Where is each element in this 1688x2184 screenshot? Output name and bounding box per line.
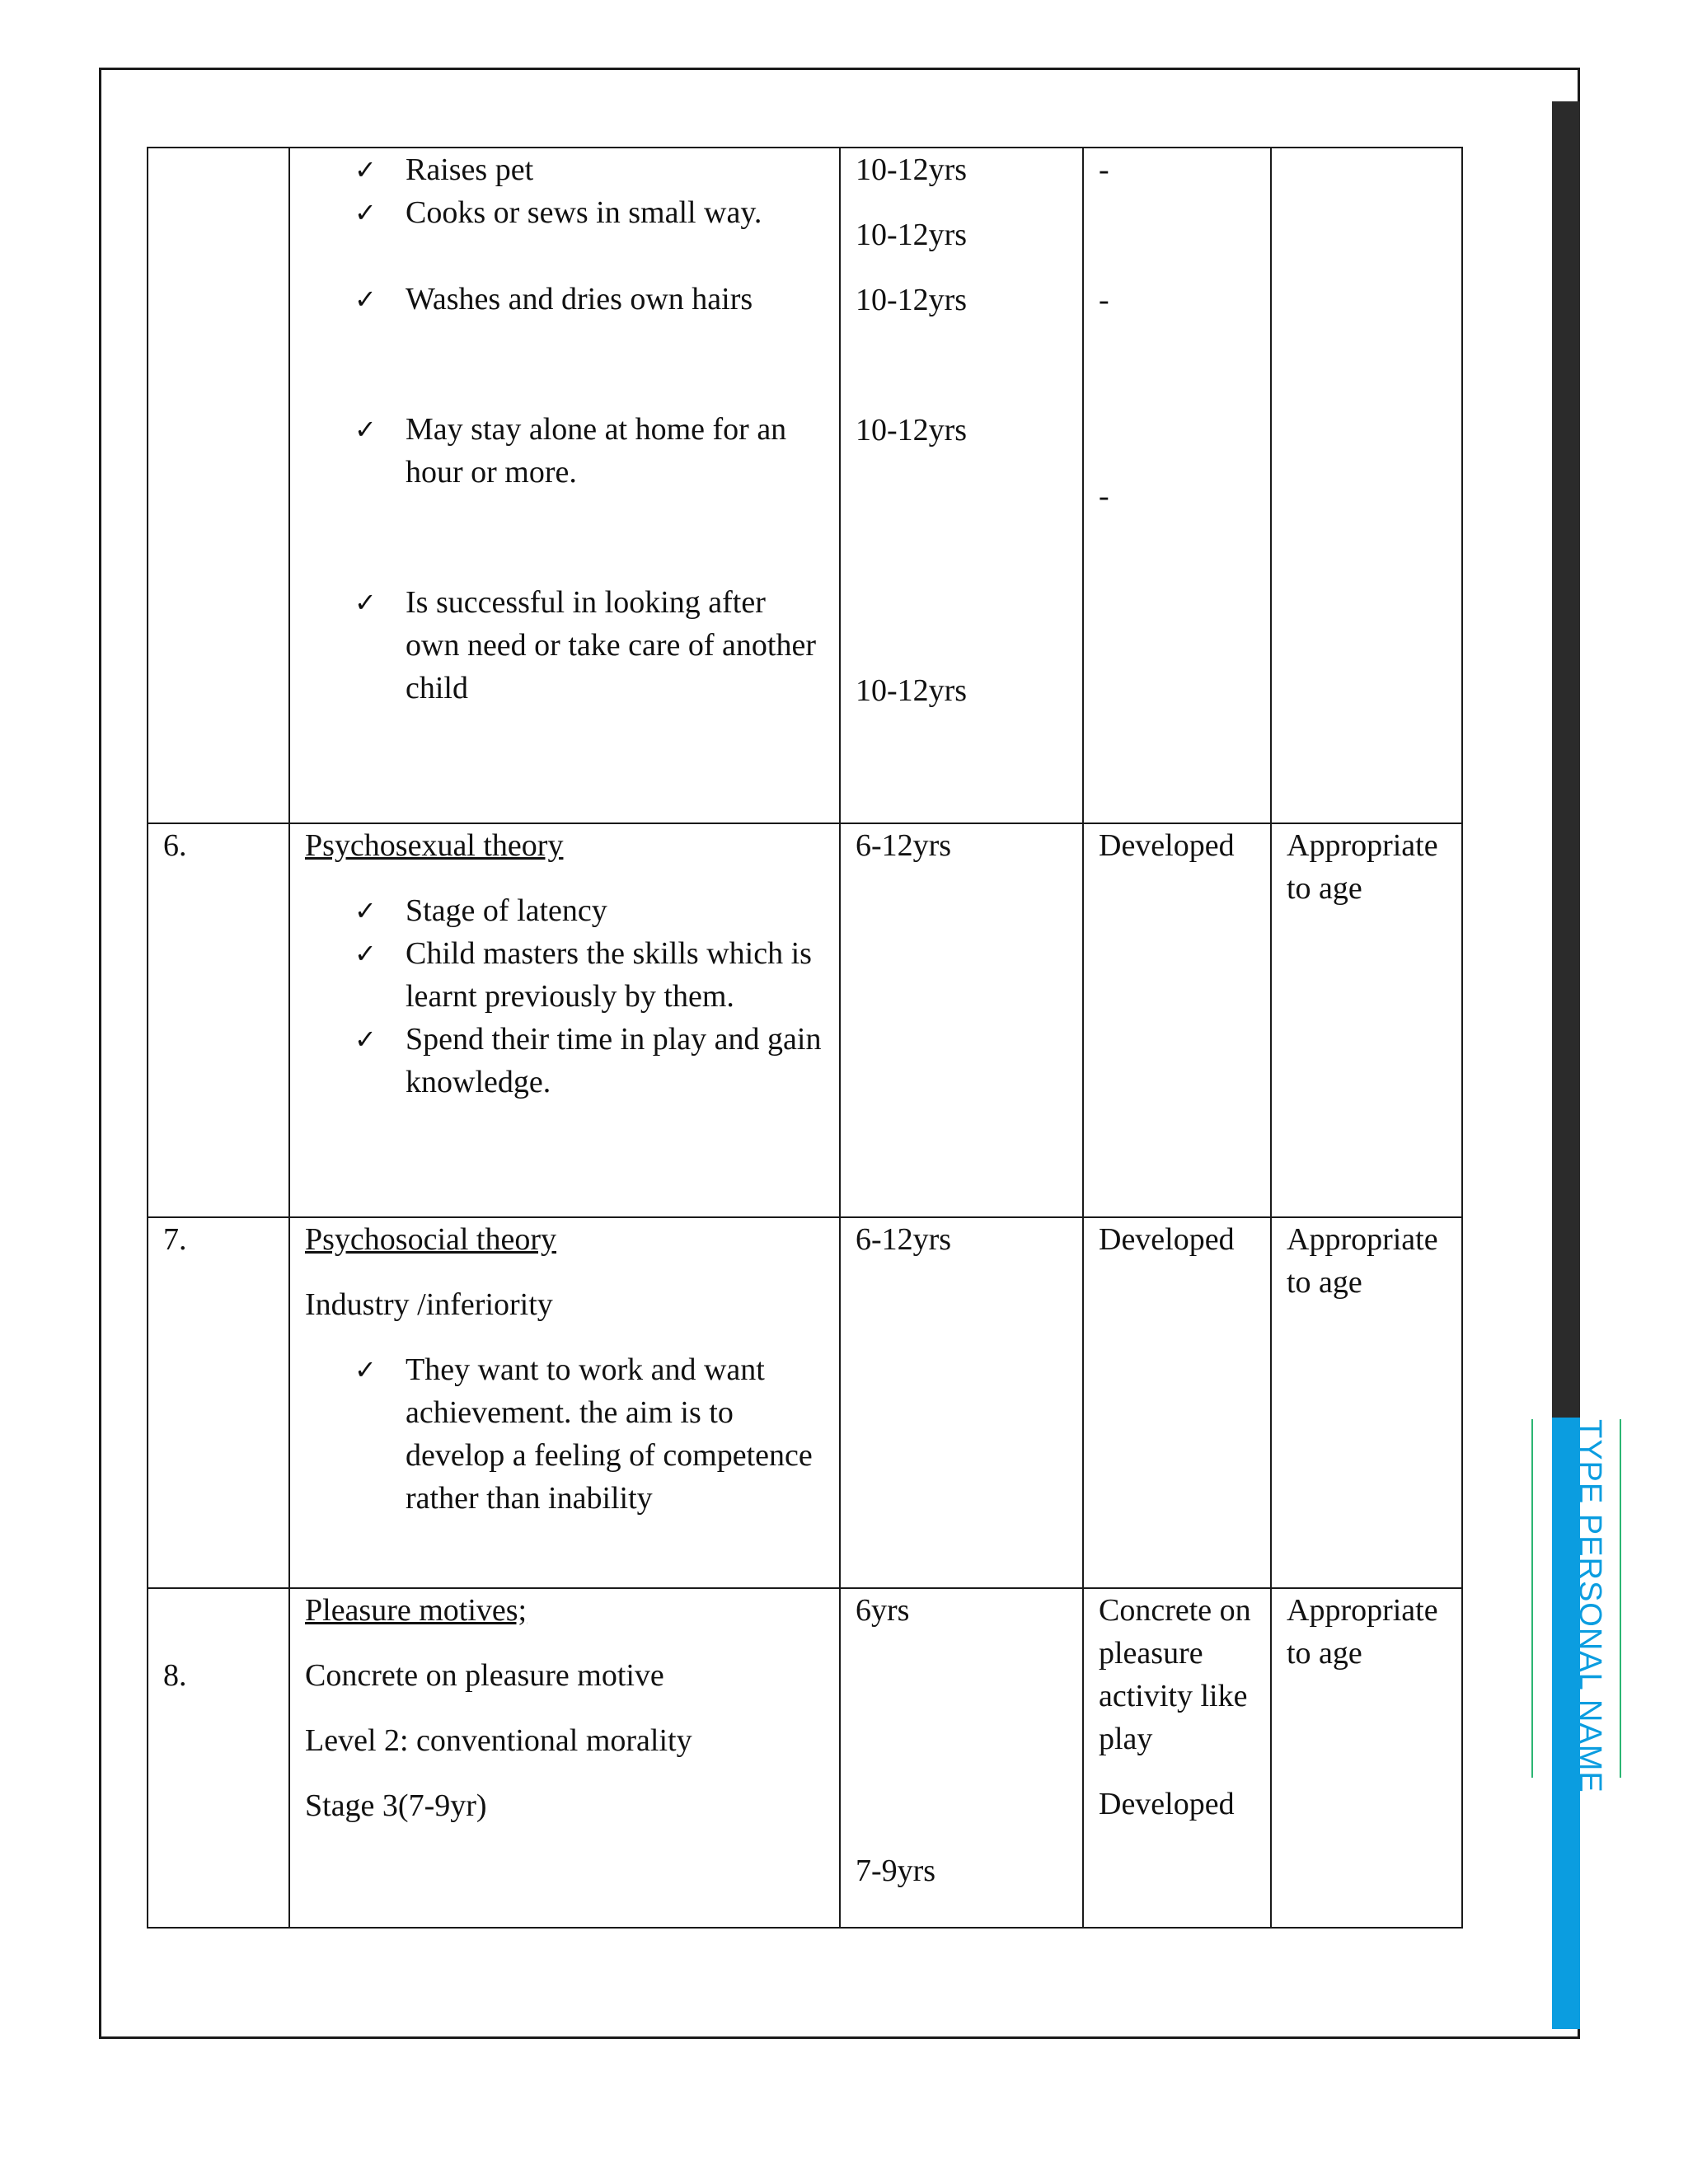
cell-description (289, 823, 840, 1217)
status-value: - (1099, 479, 1109, 513)
checkmark-icon: ✓ (354, 895, 377, 926)
cell-remark (1271, 148, 1462, 823)
checkmark-icon: ✓ (354, 284, 377, 315)
cell-number (148, 148, 289, 823)
list-item: ✓ Is successful in looking after own need or take care of another child (406, 581, 824, 710)
development-table (147, 147, 1463, 1929)
cell-age (840, 1588, 1083, 1928)
checkmark-icon: ✓ (354, 587, 377, 618)
table-row-6 (148, 823, 1462, 1217)
status-value: Developed (1099, 1787, 1235, 1821)
checkmark-icon: ✓ (354, 414, 377, 445)
list-item: ✓ Child masters the skills which is learnt previously by them. (406, 932, 824, 1018)
row-subtitle: Industry /inferiority (305, 1287, 553, 1322)
list-item: ✓ Cooks or sews in small way. (406, 191, 824, 234)
cell-description (289, 148, 840, 823)
sidebar-line-left (1531, 1419, 1533, 1778)
age-value: 10-12yrs (856, 283, 968, 317)
cell-remark: Appropriate to age (1271, 823, 1462, 1217)
status-value: - (1099, 283, 1109, 317)
cell-status (1083, 1588, 1271, 1928)
age-value: 10-12yrs (856, 218, 968, 252)
list-item: ✓ Stage of latency (406, 889, 824, 932)
cell-number: 7. (148, 1217, 289, 1588)
status-value: - (1099, 152, 1109, 187)
age-value: 6yrs (856, 1593, 910, 1628)
table-row-7 (148, 1217, 1462, 1588)
table-row-8 (148, 1588, 1462, 1928)
cell-remark: Appropriate to age (1271, 1217, 1462, 1588)
sidebar-personal-name: TYPE PERSONAL NAME (1573, 1419, 1607, 1793)
row-title: Pleasure motives; (305, 1593, 528, 1628)
list-item: ✓ Washes and dries own hairs (406, 278, 824, 321)
cell-age: 6-12yrs (840, 1217, 1083, 1588)
row-line: Level 2: conventional morality (305, 1723, 692, 1758)
cell-status: Developed (1083, 1217, 1271, 1588)
cell-status: Developed (1083, 823, 1271, 1217)
list-item: ✓ They want to work and want achievement. the aim is to develop a feeling of competence rather than inability (406, 1348, 824, 1520)
cell-remark: Appropriate to age (1271, 1588, 1462, 1928)
cell-description (289, 1588, 840, 1928)
row-line: Concrete on pleasure motive (305, 1658, 664, 1693)
sidebar-line-right (1620, 1419, 1621, 1778)
age-value: 10-12yrs (856, 413, 968, 448)
checkmark-icon: ✓ (354, 197, 377, 228)
cell-description (289, 1217, 840, 1588)
table-row-continuation (148, 148, 1462, 823)
list-item: ✓ May stay alone at home for an hour or more. (406, 408, 824, 494)
cell-age (840, 148, 1083, 823)
row-title: Psychosexual theory (305, 828, 564, 863)
row-title: Psychosocial theory (305, 1222, 557, 1257)
cell-number: 6. (148, 823, 289, 1217)
age-value: 10-12yrs (856, 673, 968, 708)
cell-age: 6-12yrs (840, 823, 1083, 1217)
age-value: 7-9yrs (856, 1854, 936, 1888)
list-item: ✓ Spend their time in play and gain knowledge. (406, 1018, 824, 1104)
status-value: Concrete on pleasure activity like play (1099, 1593, 1251, 1756)
checkmark-icon: ✓ (354, 154, 377, 185)
cell-status (1083, 148, 1271, 823)
checkmark-icon: ✓ (354, 938, 377, 969)
list-item: ✓ Raises pet (406, 148, 824, 191)
checkmark-icon: ✓ (354, 1024, 377, 1055)
row-line: Stage 3(7-9yr) (305, 1788, 487, 1823)
cell-number: 8. (148, 1588, 289, 1928)
age-value: 10-12yrs (856, 152, 968, 187)
checkmark-icon: ✓ (354, 1354, 377, 1385)
sidebar-dark-bar (1552, 101, 1580, 1418)
